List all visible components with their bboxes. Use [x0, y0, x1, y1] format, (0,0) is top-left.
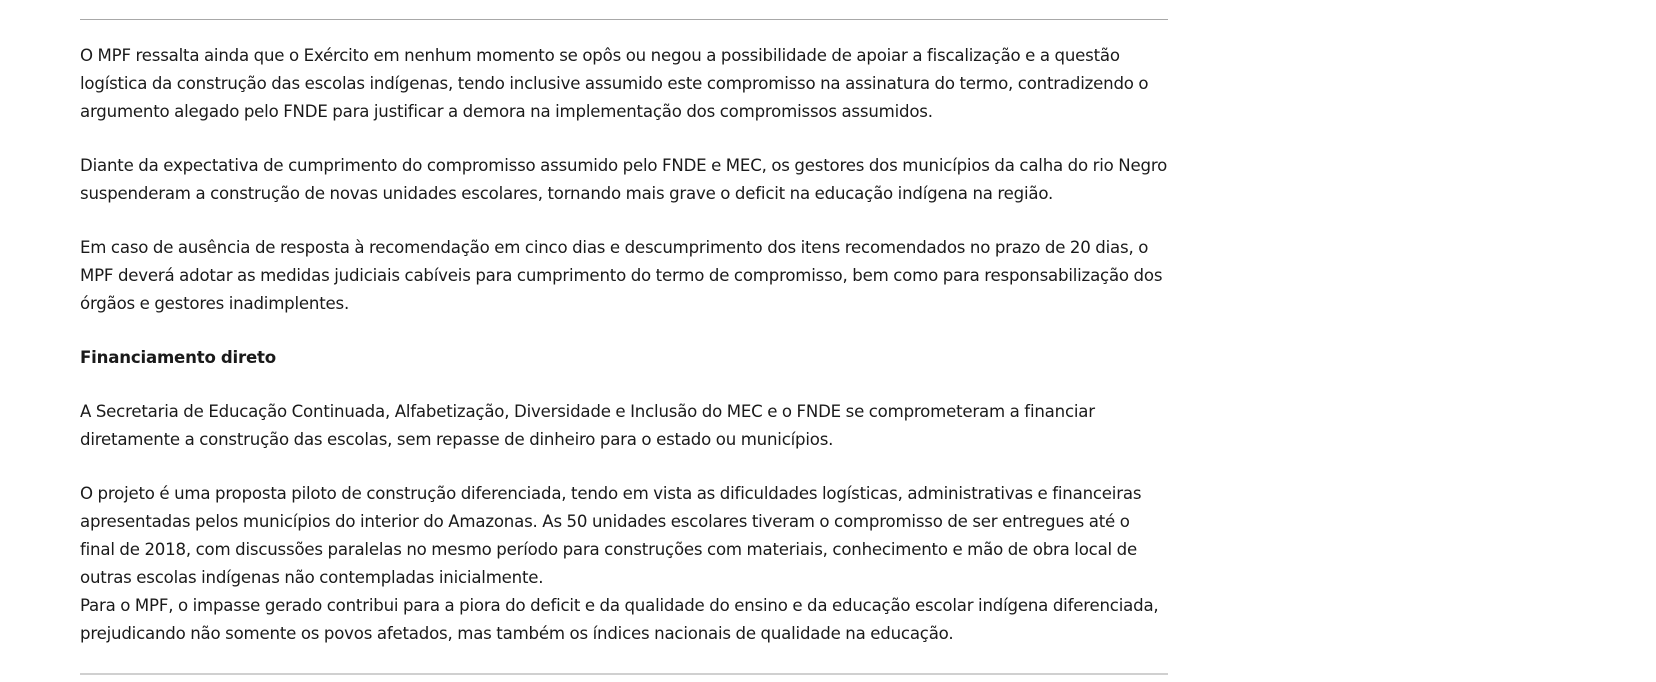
section-heading: Financiamento direto — [80, 348, 276, 367]
paragraph-financiamento: A Secretaria de Educação Continuada, Alfabetização, Diversidade e Inclusão do MEC e o FNDE se comprometeram a financiar diretamente a construção das escolas, sem repasse de dinheiro para o estado ou municípios. — [80, 402, 1095, 449]
article — [80, 19, 1168, 675]
article-body — [80, 20, 1168, 673]
paragraph-municipios: Diante da expectativa de cumprimento do compromisso assumido pelo FNDE e MEC, os gestores dos municípios da calha do rio Negro suspenderam a construção de novas unidades escolares, tornando mais grave o deficit na educação indígena na região. — [80, 156, 1168, 203]
paragraph-exercito: O MPF ressalta ainda que o Exército em nenhum momento se opôs ou negou a possibilidade de apoiar a fiscalização e a questão logística da construção das escolas indígenas, tendo inclusive assumido este compromisso na assinatura do termo, contradizendo o argumento alegado pelo FNDE para justificar a demora na implementação dos compromissos assumidos. — [80, 46, 1149, 121]
paragraph-impasse: Para o MPF, o impasse gerado contribui para a piora do deficit e da qualidade do ensino e da educação escolar indígena diferenciada, prejudicando não somente os povos afetados, mas também os índices nacionais de qualidade na educação. — [80, 596, 1159, 643]
paragraph-projeto: O projeto é uma proposta piloto de construção diferenciada, tendo em vista as dificuldades logísticas, administrativas e financeiras apresentadas pelos municípios do interior do Amazonas. As 50 unidades escolares tiveram o compromisso de ser entregues até o final de 2018, com discussões paralelas no mesmo período para construções com materiais, conhecimento e mão de obra local de outras escolas indígenas não contempladas inicialmente. — [80, 484, 1142, 587]
bottom-divider — [80, 673, 1168, 675]
paragraph-prazo: Em caso de ausência de resposta à recomendação em cinco dias e descumprimento dos itens recomendados no prazo de 20 dias, o MPF deverá adotar as medidas judiciais cabíveis para cumprimento do termo de compromisso, bem como para responsabilização dos órgãos e gestores inadimplentes. — [80, 238, 1163, 313]
